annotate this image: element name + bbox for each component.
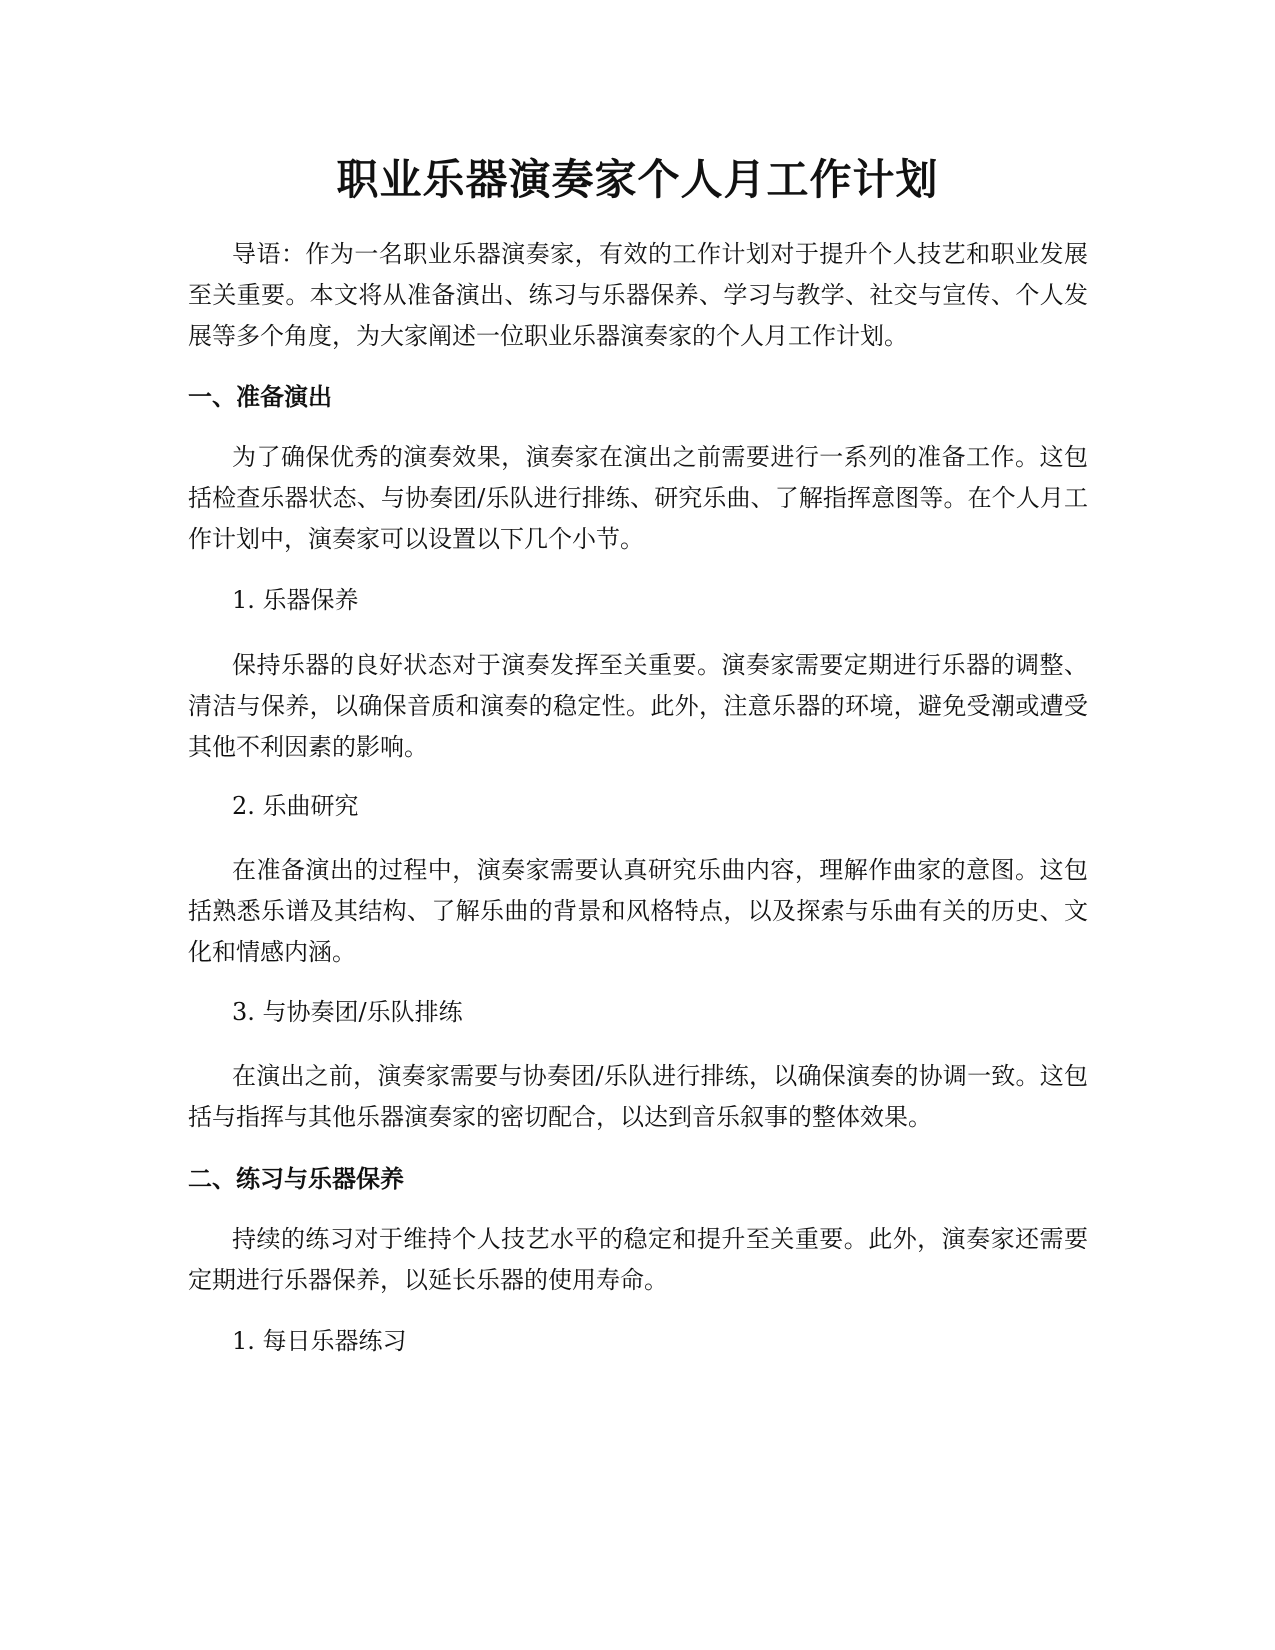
subsection-paragraph-2: 在准备演出的过程中，演奏家需要认真研究乐曲内容，理解作曲家的意图。这包括熟悉乐谱及其结构、了解乐曲的背景和风格特点，以及探索与乐曲有关的历史、文化和情感内涵。 xyxy=(188,856,1088,966)
section-heading-1: 一、准备演出 xyxy=(188,383,332,411)
section-2-paragraph: 持续的练习对于维持个人技艺水平的稳定和提升至关重要。此外，演奏家还需要定期进行乐器保养，以延长乐器的使用寿命。 xyxy=(188,1225,1088,1294)
section-1-paragraph: 为了确保优秀的演奏效果，演奏家在演出之前需要进行一系列的准备工作。这包括检查乐器状态、与协奏团/乐队进行排练、研究乐曲、了解指挥意图等。在个人月工作计划中，演奏家可以设置以下几个小节。 xyxy=(188,443,1088,553)
section-heading-2: 二、练习与乐器保养 xyxy=(188,1165,404,1193)
subsection-paragraph-1: 保持乐器的良好状态对于演奏发挥至关重要。演奏家需要定期进行乐器的调整、清洁与保养，以确保音质和演奏的稳定性。此外，注意乐器的环境，避免受潮或遭受其他不利因素的影响。 xyxy=(188,651,1088,761)
subsection-label-4: 1. 每日乐器练习 xyxy=(232,1327,407,1355)
subsection-label-1: 1. 乐器保养 xyxy=(232,586,359,614)
intro-paragraph: 导语：作为一名职业乐器演奏家，有效的工作计划对于提升个人技艺和职业发展至关重要。本文将从准备演出、练习与乐器保养、学习与教学、社交与宣传、个人发展等多个角度，为大家阐述一位职业乐器演奏家的个人月工作计划。 xyxy=(188,240,1088,350)
page-title: 职业乐器演奏家个人月工作计划 xyxy=(336,155,939,204)
subsection-label-2: 2. 乐曲研究 xyxy=(232,792,359,820)
subsection-paragraph-3: 在演出之前，演奏家需要与协奏团/乐队进行排练，以确保演奏的协调一致。这包括与指挥与其他乐器演奏家的密切配合，以达到音乐叙事的整体效果。 xyxy=(188,1062,1088,1131)
subsection-label-3: 3. 与协奏团/乐队排练 xyxy=(232,998,463,1026)
